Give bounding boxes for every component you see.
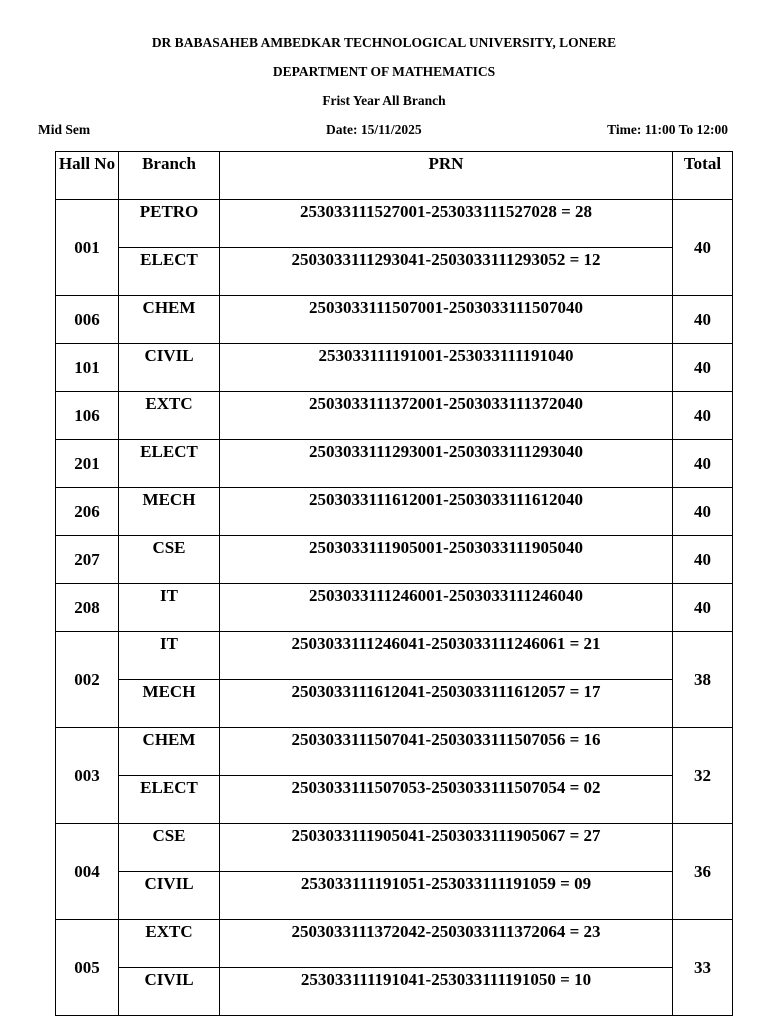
prn-range-cell: 2503033111372001-2503033111372040 (220, 392, 673, 440)
col-header-branch: Branch (119, 152, 220, 200)
table-row (56, 824, 733, 872)
hall-number: 005 (56, 920, 119, 1016)
table-row (56, 872, 733, 920)
col-header-total: Total (673, 152, 733, 200)
hall-number: 101 (56, 344, 119, 392)
prn-range-cell: 2503033111246001-2503033111246040 (220, 584, 673, 632)
table-row (56, 440, 733, 488)
prn-range-cell: 2503033111372042-2503033111372064 = 23 (220, 920, 673, 968)
table-row (56, 776, 733, 824)
table-row (56, 584, 733, 632)
total-cell: 40 (673, 488, 733, 536)
table-row (56, 632, 733, 680)
prn-range-cell: 2503033111905001-2503033111905040 (220, 536, 673, 584)
table-header-row (56, 152, 733, 200)
total-cell: 38 (673, 632, 733, 728)
branch-cell: CIVIL (119, 344, 220, 392)
table-row (56, 248, 733, 296)
branch-cell: ELECT (119, 440, 220, 488)
prn-range-cell: 2503033111612001-2503033111612040 (220, 488, 673, 536)
branch-cell: ELECT (119, 776, 220, 824)
department-title: DEPARTMENT OF MATHEMATICS (272, 64, 496, 79)
table-row (56, 680, 733, 728)
total-cell: 40 (673, 536, 733, 584)
col-header-prn: PRN (220, 152, 673, 200)
branch-cell: MECH (119, 488, 220, 536)
prn-range-cell: 2503033111293001-2503033111293040 (220, 440, 673, 488)
total-cell: 33 (673, 920, 733, 1016)
total-cell: 40 (673, 584, 733, 632)
prn-range-cell: 2503033111507041-2503033111507056 = 16 (220, 728, 673, 776)
total-cell: 36 (673, 824, 733, 920)
prn-range-cell: 253033111191051-253033111191059 = 09 (220, 872, 673, 920)
table-row (56, 296, 733, 344)
branch-cell: CHEM (119, 296, 220, 344)
hall-number: 004 (56, 824, 119, 920)
branch-cell: CSE (119, 824, 220, 872)
exam-type: Mid Sem (38, 122, 91, 137)
total-cell: 32 (673, 728, 733, 824)
table-row (56, 392, 733, 440)
table-row (56, 968, 733, 1016)
prn-range-cell: 2503033111246041-2503033111246061 = 21 (220, 632, 673, 680)
prn-range-cell: 2503033111507053-2503033111507054 = 02 (220, 776, 673, 824)
table-row (56, 536, 733, 584)
prn-range-cell: 2503033111612041-2503033111612057 = 17 (220, 680, 673, 728)
branch-cell: CSE (119, 536, 220, 584)
prn-range-cell: 2503033111905041-2503033111905067 = 27 (220, 824, 673, 872)
hall-number: 207 (56, 536, 119, 584)
exam-time: Time: 11:00 To 12:00 (607, 122, 728, 137)
year-subtitle: Frist Year All Branch (322, 93, 446, 108)
total-cell: 40 (673, 440, 733, 488)
table-row (56, 488, 733, 536)
table-row (56, 920, 733, 968)
branch-cell: ELECT (119, 248, 220, 296)
exam-date: Date: 15/11/2025 (326, 122, 422, 137)
university-title: DR BABASAHEB AMBEDKAR TECHNOLOGICAL UNIVERSITY, LONERE (151, 35, 617, 50)
hall-number: 001 (56, 200, 119, 296)
table-row (56, 728, 733, 776)
branch-cell: PETRO (119, 200, 220, 248)
total-cell: 40 (673, 344, 733, 392)
hall-number: 006 (56, 296, 119, 344)
branch-cell: MECH (119, 680, 220, 728)
col-header-hall: Hall No (56, 152, 119, 200)
branch-cell: IT (119, 584, 220, 632)
table-row (56, 344, 733, 392)
hall-number: 208 (56, 584, 119, 632)
total-cell: 40 (673, 392, 733, 440)
prn-range-cell: 2503033111507001-2503033111507040 (220, 296, 673, 344)
total-cell: 40 (673, 200, 733, 296)
prn-range-cell: 253033111191041-253033111191050 = 10 (220, 968, 673, 1016)
branch-cell: CHEM (119, 728, 220, 776)
branch-cell: CIVIL (119, 968, 220, 1016)
hall-number: 106 (56, 392, 119, 440)
hall-number: 002 (56, 632, 119, 728)
branch-cell: EXTC (119, 392, 220, 440)
seating-table (55, 151, 733, 1016)
branch-cell: IT (119, 632, 220, 680)
prn-range-cell: 2503033111293041-2503033111293052 = 12 (220, 248, 673, 296)
branch-cell: CIVIL (119, 872, 220, 920)
prn-range-cell: 253033111527001-253033111527028 = 28 (220, 200, 673, 248)
hall-number: 003 (56, 728, 119, 824)
branch-cell: EXTC (119, 920, 220, 968)
hall-number: 206 (56, 488, 119, 536)
hall-number: 201 (56, 440, 119, 488)
prn-range-cell: 253033111191001-253033111191040 (220, 344, 673, 392)
total-cell: 40 (673, 296, 733, 344)
table-row (56, 200, 733, 248)
